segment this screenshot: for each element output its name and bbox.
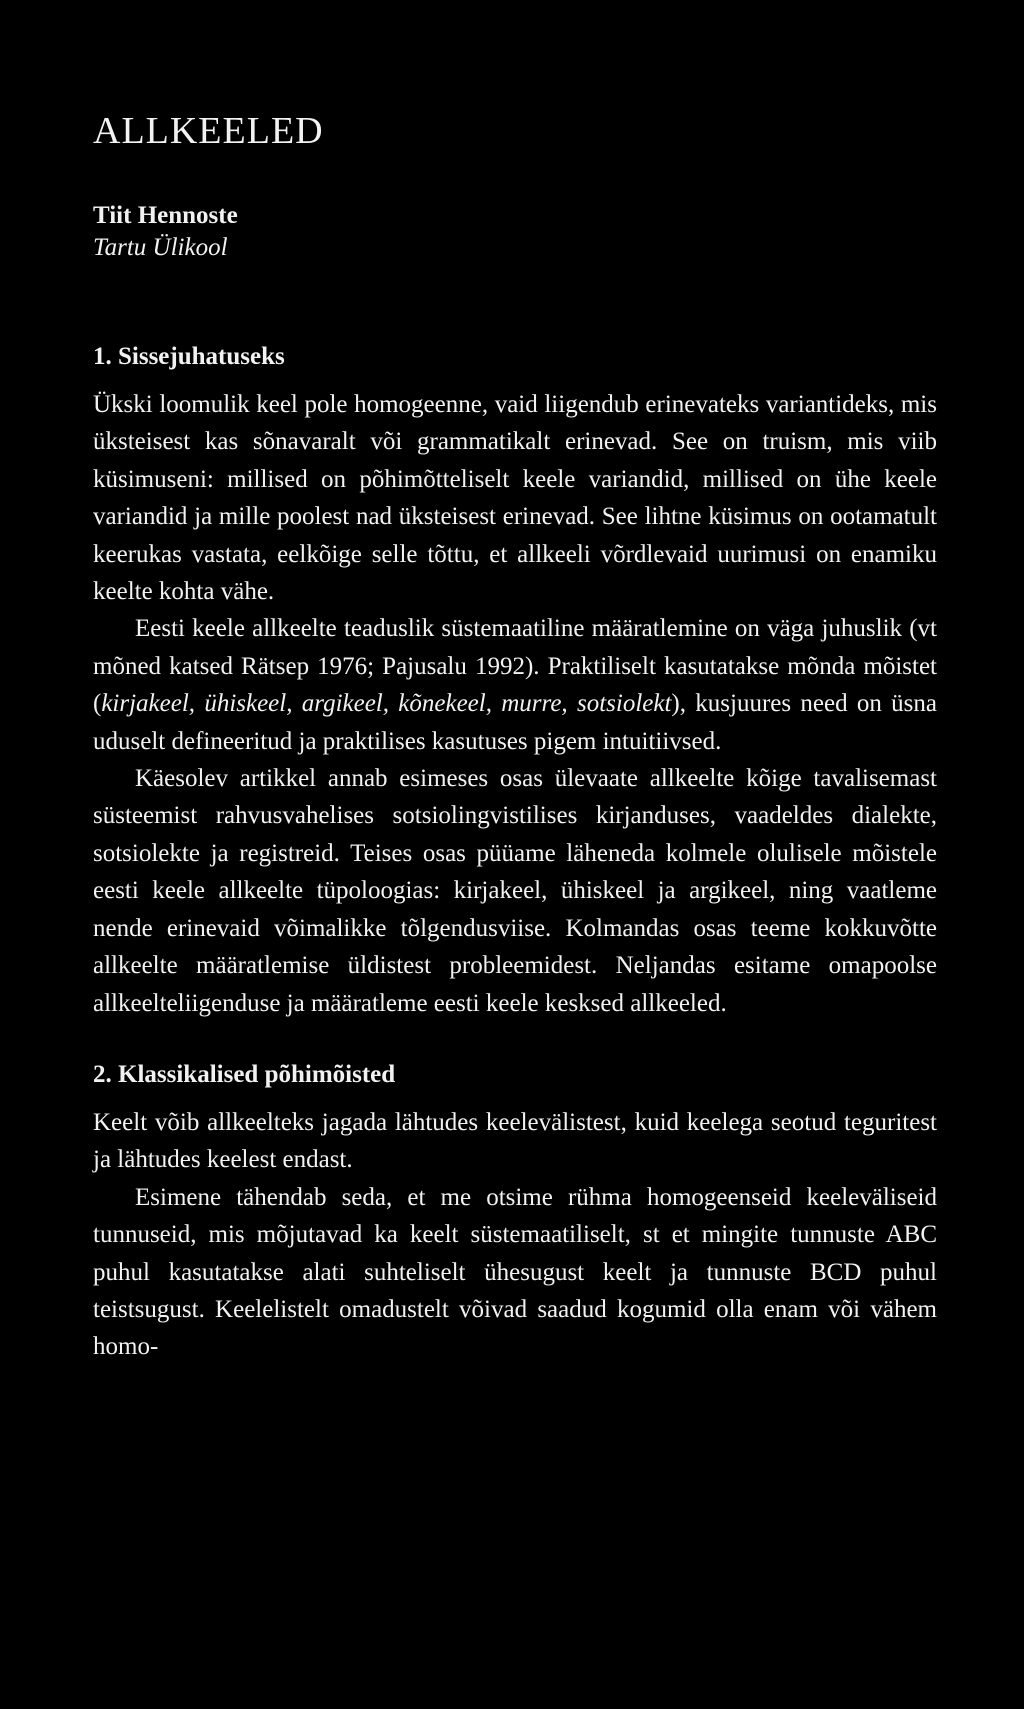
section-1-paragraph-1: Ükski loomulik keel pole homogeenne, vaid liigendub erinevateks variantideks, mis üksteisest kas sõnavaralt või grammatikalt erinevad. See on truism, mis viib küsimuseni: millised on põhimõtteliselt keele variandid, millised on ühe keele variandid ja mille poolest nad üksteisest erinevad. See lihtne küsimus on ootamatult keerukas vastata, eelkõige selle tõttu, et allkeeli võrdlevaid uurimusi on enamiku keelte kohta vähe. [93, 391, 937, 606]
section-1-paragraph-3: Käesolev artikkel annab esimeses osas ülevaate allkeelte kõige tavalisemast süsteemist rahvusvahelises sotsiolingvistilises kirjanduses, vaadeldes dialekte, sotsiolekte ja registreid. Teises osas püüame läheneda kolmele olulisele mõistele eesti keele allkeelte tüpoloogias: kirjakeel, ühiskeel ja argikeel, ning vaatleme nende erinevaid võimalikke tõlgendusviise. Kolmandas osas teeme kokkuvõtte allkeelte määratlemise üldistest probleemidest. Neljandas esitame omapoolse allkeelteliigenduse ja määratleme eesti keele kesksed allkeeled. [93, 765, 937, 1017]
article-title: ALLKEELED [93, 110, 324, 152]
section-1-heading: 1. Sissejuhatuseks [93, 343, 285, 370]
section-2-paragraph-1: Keelt võib allkeelteks jagada lähtudes keelevälistest, kuid keelega seotud teguritest ja lähtudes keelest endast. [93, 1108, 937, 1174]
paragraph-2-text-end: ), kusjuures need on üsna uduselt defineeritud ja praktilises kasutuses pigem intuitiivsed. [93, 690, 937, 755]
paragraph-2-text-start: Eesti keele allkeelte teaduslik süstemaatiline määratlemine on väga juhuslik (vt mõned katsed Rätsep 1976; Pajusalu 1992). Praktiliselt kasutatakse mõnda mõistet ( [93, 615, 937, 718]
author-name: Tiit Hennoste [93, 202, 238, 229]
section-2-paragraph-2: Esimene tähendab seda, et me otsime rühma homogeenseid keeleväliseid tunnuseid, mis mõjutavad ka keelt süstemaatiliselt, st et mingite tunnuste ABC puhul kasutatakse alati suhteliselt ühesugust keelt ja tunnuste BCD puhul teistsugust. Keelelistelt omadustelt võivad saadud kogumid olla enam või vähem homo- [93, 1183, 937, 1361]
section-2-heading: 2. Klassikalised põhimõisted [93, 1060, 396, 1088]
article-page [93, 108, 937, 1366]
term-list: kirjakeel, ühiskeel, argikeel, kõnekeel, murre, sotsiolekt [101, 690, 672, 718]
section-1-paragraph-2 [93, 610, 937, 760]
author-affiliation: Tartu Ülikool [93, 234, 228, 261]
